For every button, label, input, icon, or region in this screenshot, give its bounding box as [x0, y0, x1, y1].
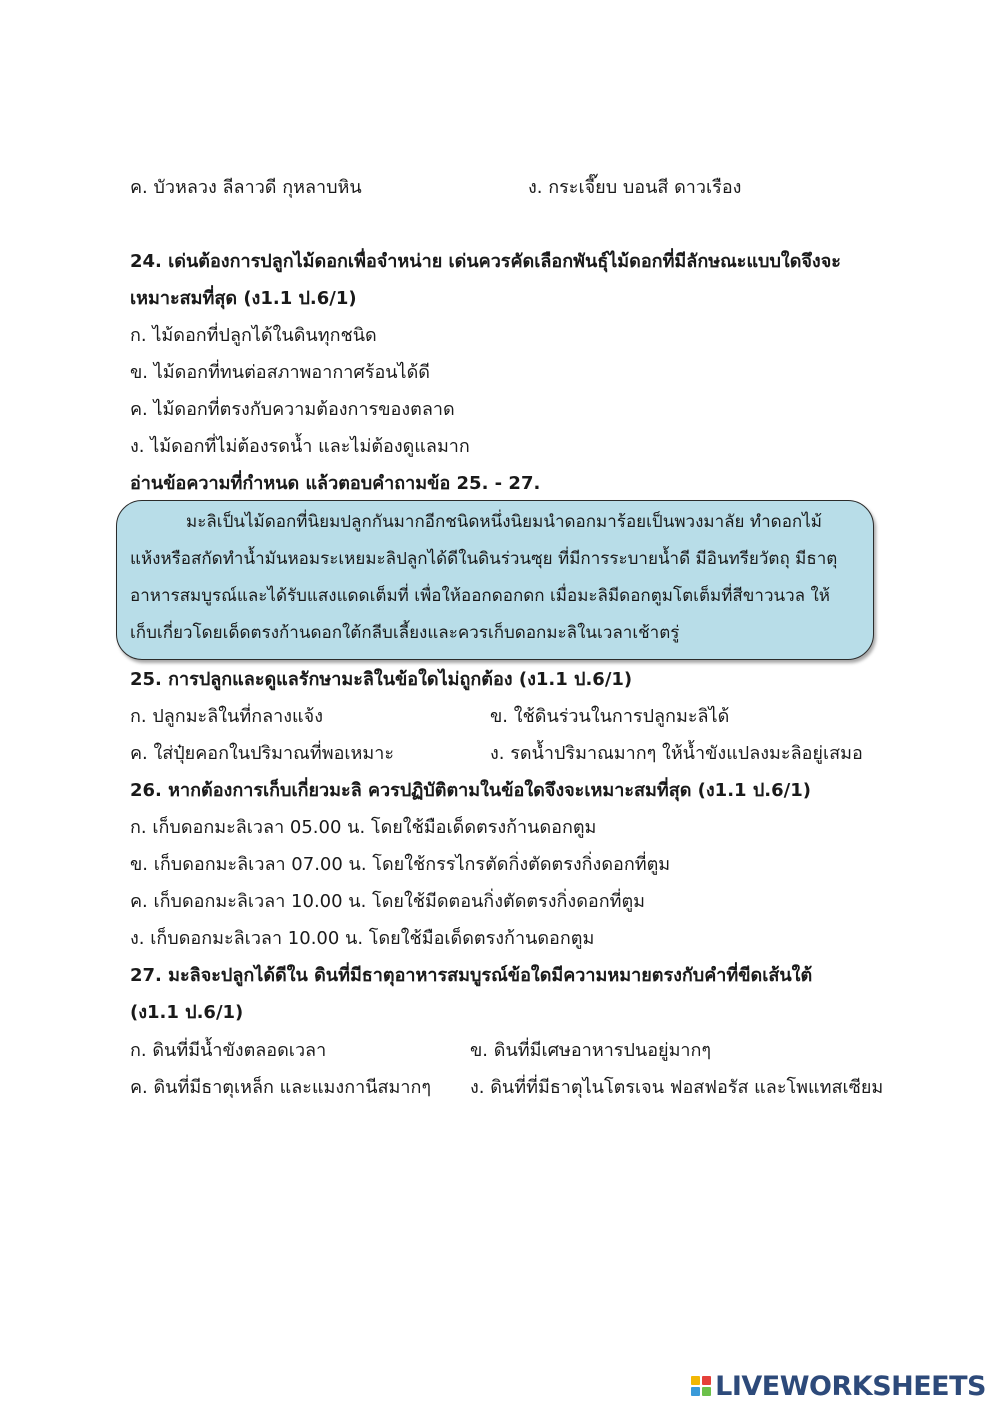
logo-square-yellow	[691, 1376, 700, 1385]
q24-option-b: ข. ไม้ดอกที่ทนต่อสภาพอากาศร้อนได้ดี	[130, 362, 430, 383]
logo-square-blue	[691, 1387, 700, 1396]
q26-option-d: ง. เก็บดอกมะลิเวลา 10.00 น. โดยใช้มือเด็ดตรงก้านดอกตูม	[130, 928, 595, 949]
q25-option-d: ง. รดน้ำปริมาณมากๆ ให้น้ำขังแปลงมะลิอยู่เสมอ	[490, 743, 863, 764]
q26-option-c: ค. เก็บดอกมะลิเวลา 10.00 น. โดยใช้มีดตอนกิ่งตัดตรงกิ่งดอกที่ตูม	[130, 891, 646, 912]
logo-square-green	[702, 1387, 711, 1396]
passage-line-3: อาหารสมบูรณ์และได้รับแสงแดดเต็มที่ เพื่อให้ออกดอกดก เมื่อมะลิมีดอกตูมโตเต็มที่สีขาวนวล ให้	[130, 586, 830, 606]
q27-option-d: ง. ดินที่ที่มีธาตุไนโตรเจน ฟอสฟอรัส และโพแทสเซียม	[470, 1077, 884, 1098]
q24-question-line2: เหมาะสมที่สุด (ง1.1 ป.6/1)	[130, 288, 357, 309]
q27-option-c: ค. ดินที่มีธาตุเหล็ก และแมงกานีสมากๆ	[130, 1077, 432, 1098]
q25-option-b: ข. ใช้ดินร่วนในการปลูกมะลิได้	[490, 706, 730, 727]
q25-option-a: ก. ปลูกมะลิในที่กลางแจ้ง	[130, 706, 323, 727]
q26-option-a: ก. เก็บดอกมะลิเวลา 05.00 น. โดยใช้มือเด็ดตรงก้านดอกตูม	[130, 817, 597, 838]
q27-question-line2: (ง1.1 ป.6/1)	[130, 1002, 244, 1023]
logo-text: LIVEWORKSHEETS	[715, 1370, 986, 1402]
q23-option-d: ง. กระเจี๊ยบ บอนสี ดาวเรือง	[528, 177, 742, 198]
passage-line-1: มะลิเป็นไม้ดอกที่นิยมปลูกกันมากอีกชนิดหนึ่งนิยมนำดอกมาร้อยเป็นพวงมาลัย ทำดอกไม้	[186, 512, 822, 532]
q23-option-c: ค. บัวหลวง ลีลาวดี กุหลาบหิน	[130, 177, 362, 198]
q26-option-b: ข. เก็บดอกมะลิเวลา 07.00 น. โดยใช้กรรไกรตัดกิ่งตัดตรงกิ่งดอกที่ตูม	[130, 854, 671, 875]
q24-option-c: ค. ไม้ดอกที่ตรงกับความต้องการของตลาด	[130, 399, 455, 420]
q27-question-line1: 27. มะลิจะปลูกได้ดีใน ดินที่มีธาตุอาหารสมบูรณ์ข้อใดมีความหมายตรงกับคำที่ขีดเส้นใต้	[130, 965, 813, 986]
logo-grid-icon	[691, 1376, 711, 1396]
liveworksheets-logo[interactable]	[691, 1368, 986, 1404]
q27-option-b: ข. ดินที่มีเศษอาหารปนอยู่มากๆ	[470, 1040, 712, 1061]
passage-line-2: แห้งหรือสกัดทำน้ำมันหอมระเหยมะลิปลูกได้ดีในดินร่วนซุย ที่มีการระบายน้ำดี มีอินทรียวัตถุ มีธาตุ	[130, 549, 838, 569]
passage-line-4: เก็บเกี่ยวโดยเด็ดตรงก้านดอกใต้กลีบเลี้ยงและควรเก็บดอกมะลิในเวลาเช้าตรู่	[130, 623, 680, 643]
q24-option-a: ก. ไม้ดอกที่ปลูกได้ในดินทุกชนิด	[130, 325, 377, 346]
q25-option-c: ค. ใส่ปุ๋ยคอกในปริมาณที่พอเหมาะ	[130, 743, 395, 764]
q24-question-line1: 24. เด่นต้องการปลูกไม้ดอกเพื่อจำหน่าย เด่นควรคัดเลือกพันธุ์ไม้ดอกที่มีลักษณะแบบใดจึงจะ	[130, 251, 841, 272]
q24-option-d: ง. ไม้ดอกที่ไม่ต้องรดน้ำ และไม่ต้องดูแลมาก	[130, 436, 470, 457]
q26-question: 26. หากต้องการเก็บเกี่ยวมะลิ ควรปฏิบัติตามในข้อใดจึงจะเหมาะสมที่สุด (ง1.1 ป.6/1)	[130, 780, 811, 801]
q25-question: 25. การปลูกและดูแลรักษามะลิในข้อใดไม่ถูกต้อง (ง1.1 ป.6/1)	[130, 669, 633, 690]
logo-square-red	[702, 1376, 711, 1385]
passage-instruction: อ่านข้อความที่กำหนด แล้วตอบคำถามข้อ 25. - 27.	[130, 473, 541, 494]
q27-option-a: ก. ดินที่มีน้ำขังตลอดเวลา	[130, 1040, 327, 1061]
